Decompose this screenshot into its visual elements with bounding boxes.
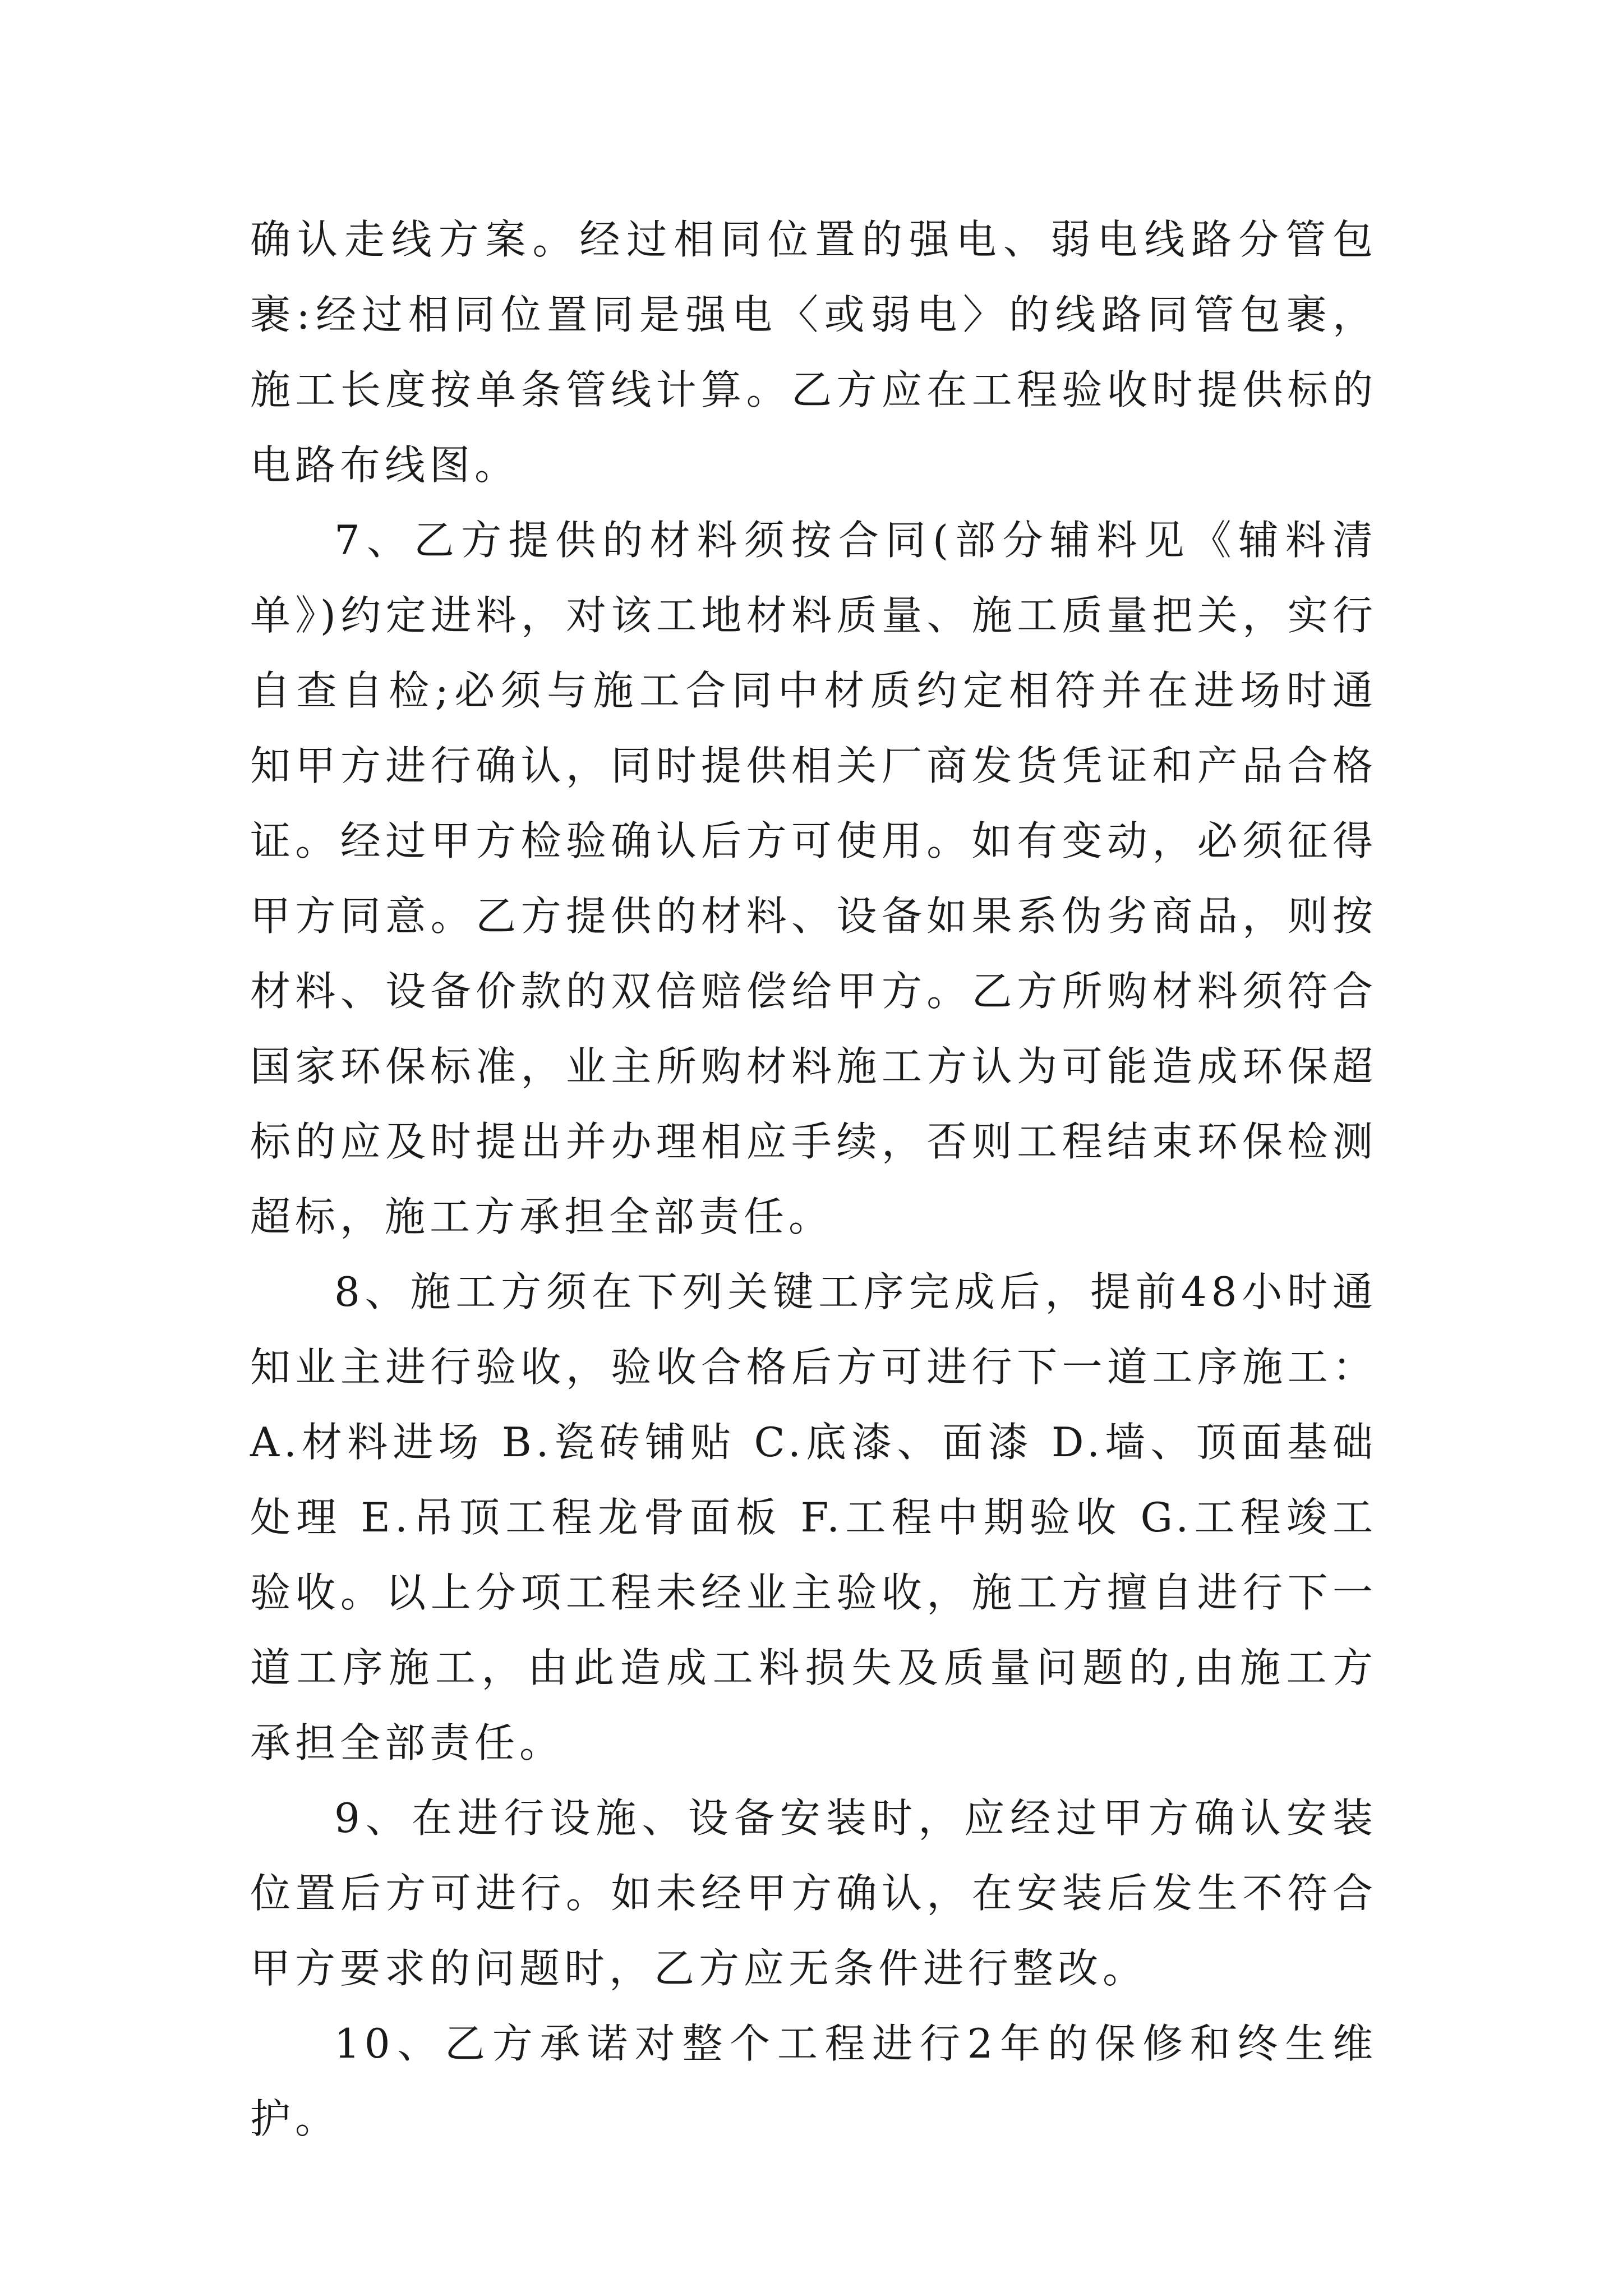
paragraph-clause-8: 8、施工方须在下列关键工序完成后，提前48小时通知业主进行验收，验收合格后方可进行下一道工序施工：A.材料进场 B.瓷砖铺贴 C.底漆、面漆 D.墙、顶面基础处理 E.吊顶工程龙骨面板 F.工程中期验收 G.工程竣工验收。以上分项工程未经业主验收，施工方擅自进行下一道工序施工，由此造成工料损失及质量问题的,由施工方承担全部责任。: [250, 1268, 1377, 1766]
paragraph-clause-9: 9、在进行设施、设备安装时，应经过甲方确认安装位置后方可进行。如未经甲方确认，在安装后发生不符合甲方要求的问题时，乙方应无条件进行整改。: [250, 1795, 1377, 1992]
paragraph-continuation: 确认走线方案。经过相同位置的强电、弱电线路分管包裹:经过相同位置同是强电〈或弱电〉的线路同管包裹，施工长度按单条管线计算。乙方应在工程验收时提供标的电路布线图。: [250, 216, 1377, 489]
document-body: [250, 202, 1377, 2156]
paragraph-clause-7: 7、乙方提供的材料须按合同(部分辅料见《辅料清单》)约定进料，对该工地材料质量、施工质量把关，实行自查自检;必须与施工合同中材质约定相符并在进场时通知甲方进行确认，同时提供相关厂商发货凭证和产品合格证。经过甲方检验确认后方可使用。如有变动，必须征得甲方同意。乙方提供的材料、设备如果系伪劣商品，则按材料、设备价款的双倍赔偿给甲方。乙方所购材料须符合国家环保标准，业主所购材料施工方认为可能造成环保超标的应及时提出并办理相应手续，否则工程结束环保检测超标，施工方承担全部责任。: [250, 517, 1377, 1240]
paragraph-clause-10: 10、乙方承诺对整个工程进行2年的保修和终生维护。: [250, 2020, 1377, 2142]
